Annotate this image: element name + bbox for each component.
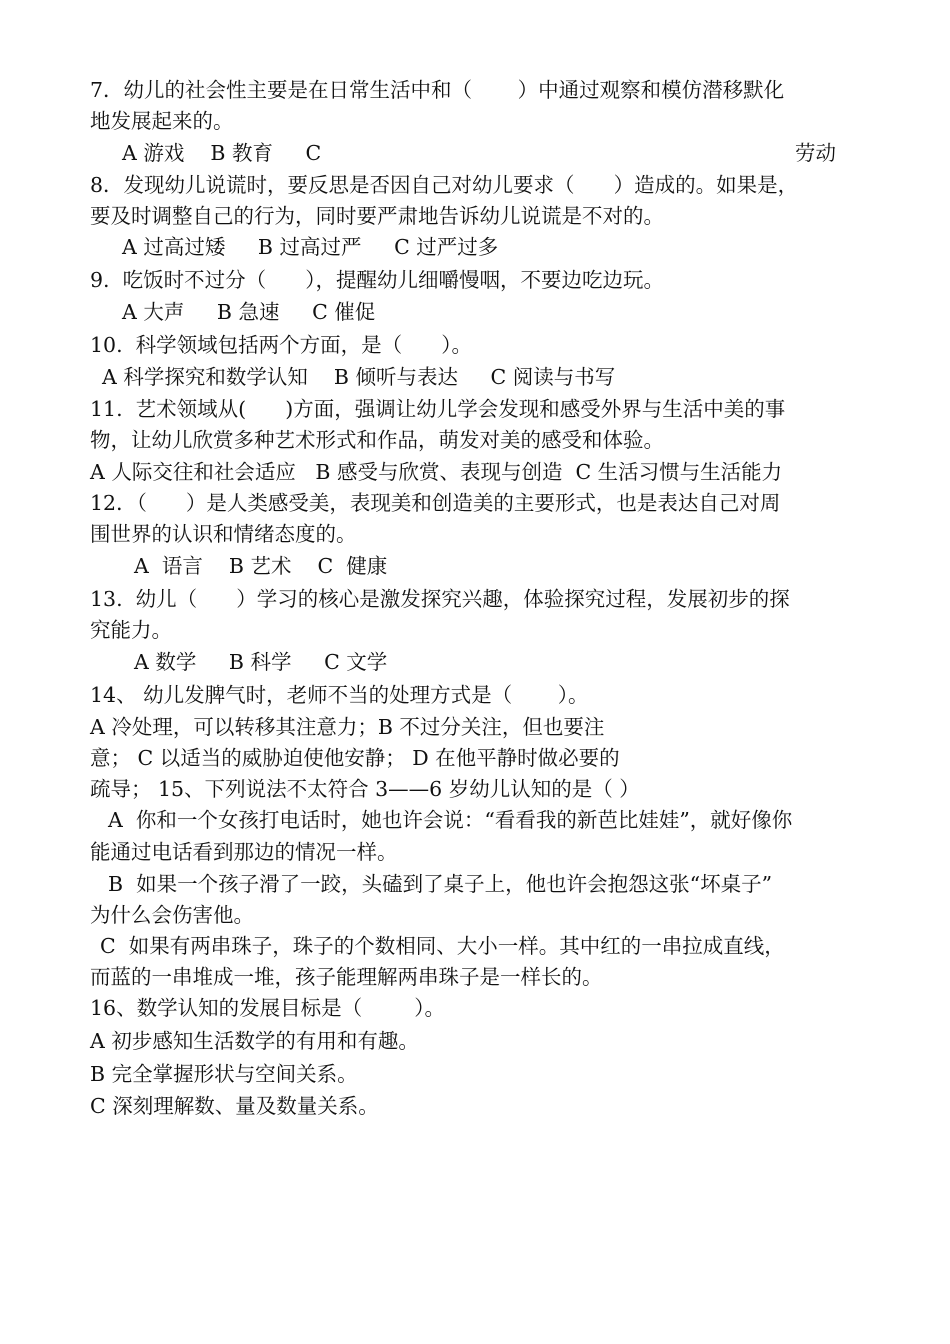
q15-option-c-line2: 而蓝的一串堆成一堆，孩子能理解两串珠子是一样长的。 bbox=[90, 965, 603, 989]
q15-option-b-line1: B 如果一个孩子滑了一跤，头磕到了桌子上，他也许会抱怨这张“坏桌子” bbox=[108, 872, 773, 896]
q15-option-a-line2: 能通过电话看到那边的情况一样。 bbox=[90, 840, 398, 864]
q15-option-c-line1: C 如果有两串珠子，珠子的个数相同、大小一样。其中红的一串拉成直线， bbox=[100, 934, 785, 958]
q11-stem-line2: 物，让幼儿欣赏多种艺术形式和作品，萌发对美的感受和体验。 bbox=[90, 428, 664, 452]
q11-stem-line1: 11. 艺术领域从( )方面，强调让幼儿学会发现和感受外界与生活中美的事 bbox=[90, 397, 786, 421]
q8-options: A 过高过矮 B 过高过严 C 过严过多 bbox=[122, 235, 499, 259]
q9-options: A 大声 B 急速 C 催促 bbox=[122, 300, 376, 324]
q16-option-a: A 初步感知生活数学的有用和有趣。 bbox=[90, 1029, 419, 1053]
q14-options-line2: 意； C 以适当的威胁迫使他安静； D 在他平静时做必要的 bbox=[90, 746, 620, 770]
q15-option-a-line1: A 你和一个女孩打电话时，她也许会说：“看看我的新芭比娃娃”，就好像你 bbox=[108, 808, 793, 832]
q7-options: A 游戏 B 教育 C bbox=[122, 141, 322, 165]
q16-option-b: B 完全掌握形状与空间关系。 bbox=[90, 1062, 358, 1086]
q8-stem-line1: 8．发现幼儿说谎时，要反思是否因自己对幼儿要求（ ）造成的。如果是， bbox=[90, 173, 799, 197]
q16-stem: 16、数学认知的发展目标是（ ）。 bbox=[90, 996, 445, 1020]
q10-stem: 10. 科学领域包括两个方面，是（ ）。 bbox=[90, 333, 472, 357]
q14-options-line1: A 冷处理，可以转移其注意力；B 不过分关注，但也要注 bbox=[90, 715, 605, 739]
q11-options: A 人际交往和社会适应 B 感受与欣赏、表现与创造 C 生活习惯与生活能力 bbox=[90, 460, 783, 484]
q7-option-c-text: 劳动 bbox=[795, 141, 836, 165]
q15-option-b-line2: 为什么会伤害他。 bbox=[90, 903, 254, 927]
q10-options: A 科学探究和数学认知 B 倾听与表达 C 阅读与书写 bbox=[102, 365, 616, 389]
q13-stem-line1: 13. 幼儿（ ）学习的核心是激发探究兴趣，体验探究过程，发展初步的探 bbox=[90, 587, 790, 611]
q14-stem: 14、 幼儿发脾气时，老师不当的处理方式是（ ）。 bbox=[90, 683, 589, 707]
q7-stem-line1: 7．幼儿的社会性主要是在日常生活中和（ ）中通过观察和模仿潜移默化 bbox=[90, 78, 785, 102]
q7-stem-line2: 地发展起来的。 bbox=[90, 109, 234, 133]
q12-stem-line1: 12．（ ）是人类感受美，表现美和创造美的主要形式，也是表达自己对周 bbox=[90, 491, 781, 515]
q16-option-c: C 深刻理解数、量及数量关系。 bbox=[90, 1094, 379, 1118]
q12-options: A 语言 B 艺术 C 健康 bbox=[134, 554, 388, 578]
q13-options: A 数学 B 科学 C 文学 bbox=[134, 650, 388, 674]
q13-stem-line2: 究能力。 bbox=[90, 618, 172, 642]
q12-stem-line2: 围世界的认识和情绪态度的。 bbox=[90, 522, 357, 546]
q9-stem: 9. 吃饭时不过分（ ），提醒幼儿细嚼慢咽，不要边吃边玩。 bbox=[90, 268, 664, 292]
q14-q15-line: 疏导； 15、下列说法不太符合 3——6 岁幼儿认知的是（ ） bbox=[90, 777, 640, 801]
q8-stem-line2: 要及时调整自己的行为，同时要严肃地告诉幼儿说谎是不对的。 bbox=[90, 204, 664, 228]
